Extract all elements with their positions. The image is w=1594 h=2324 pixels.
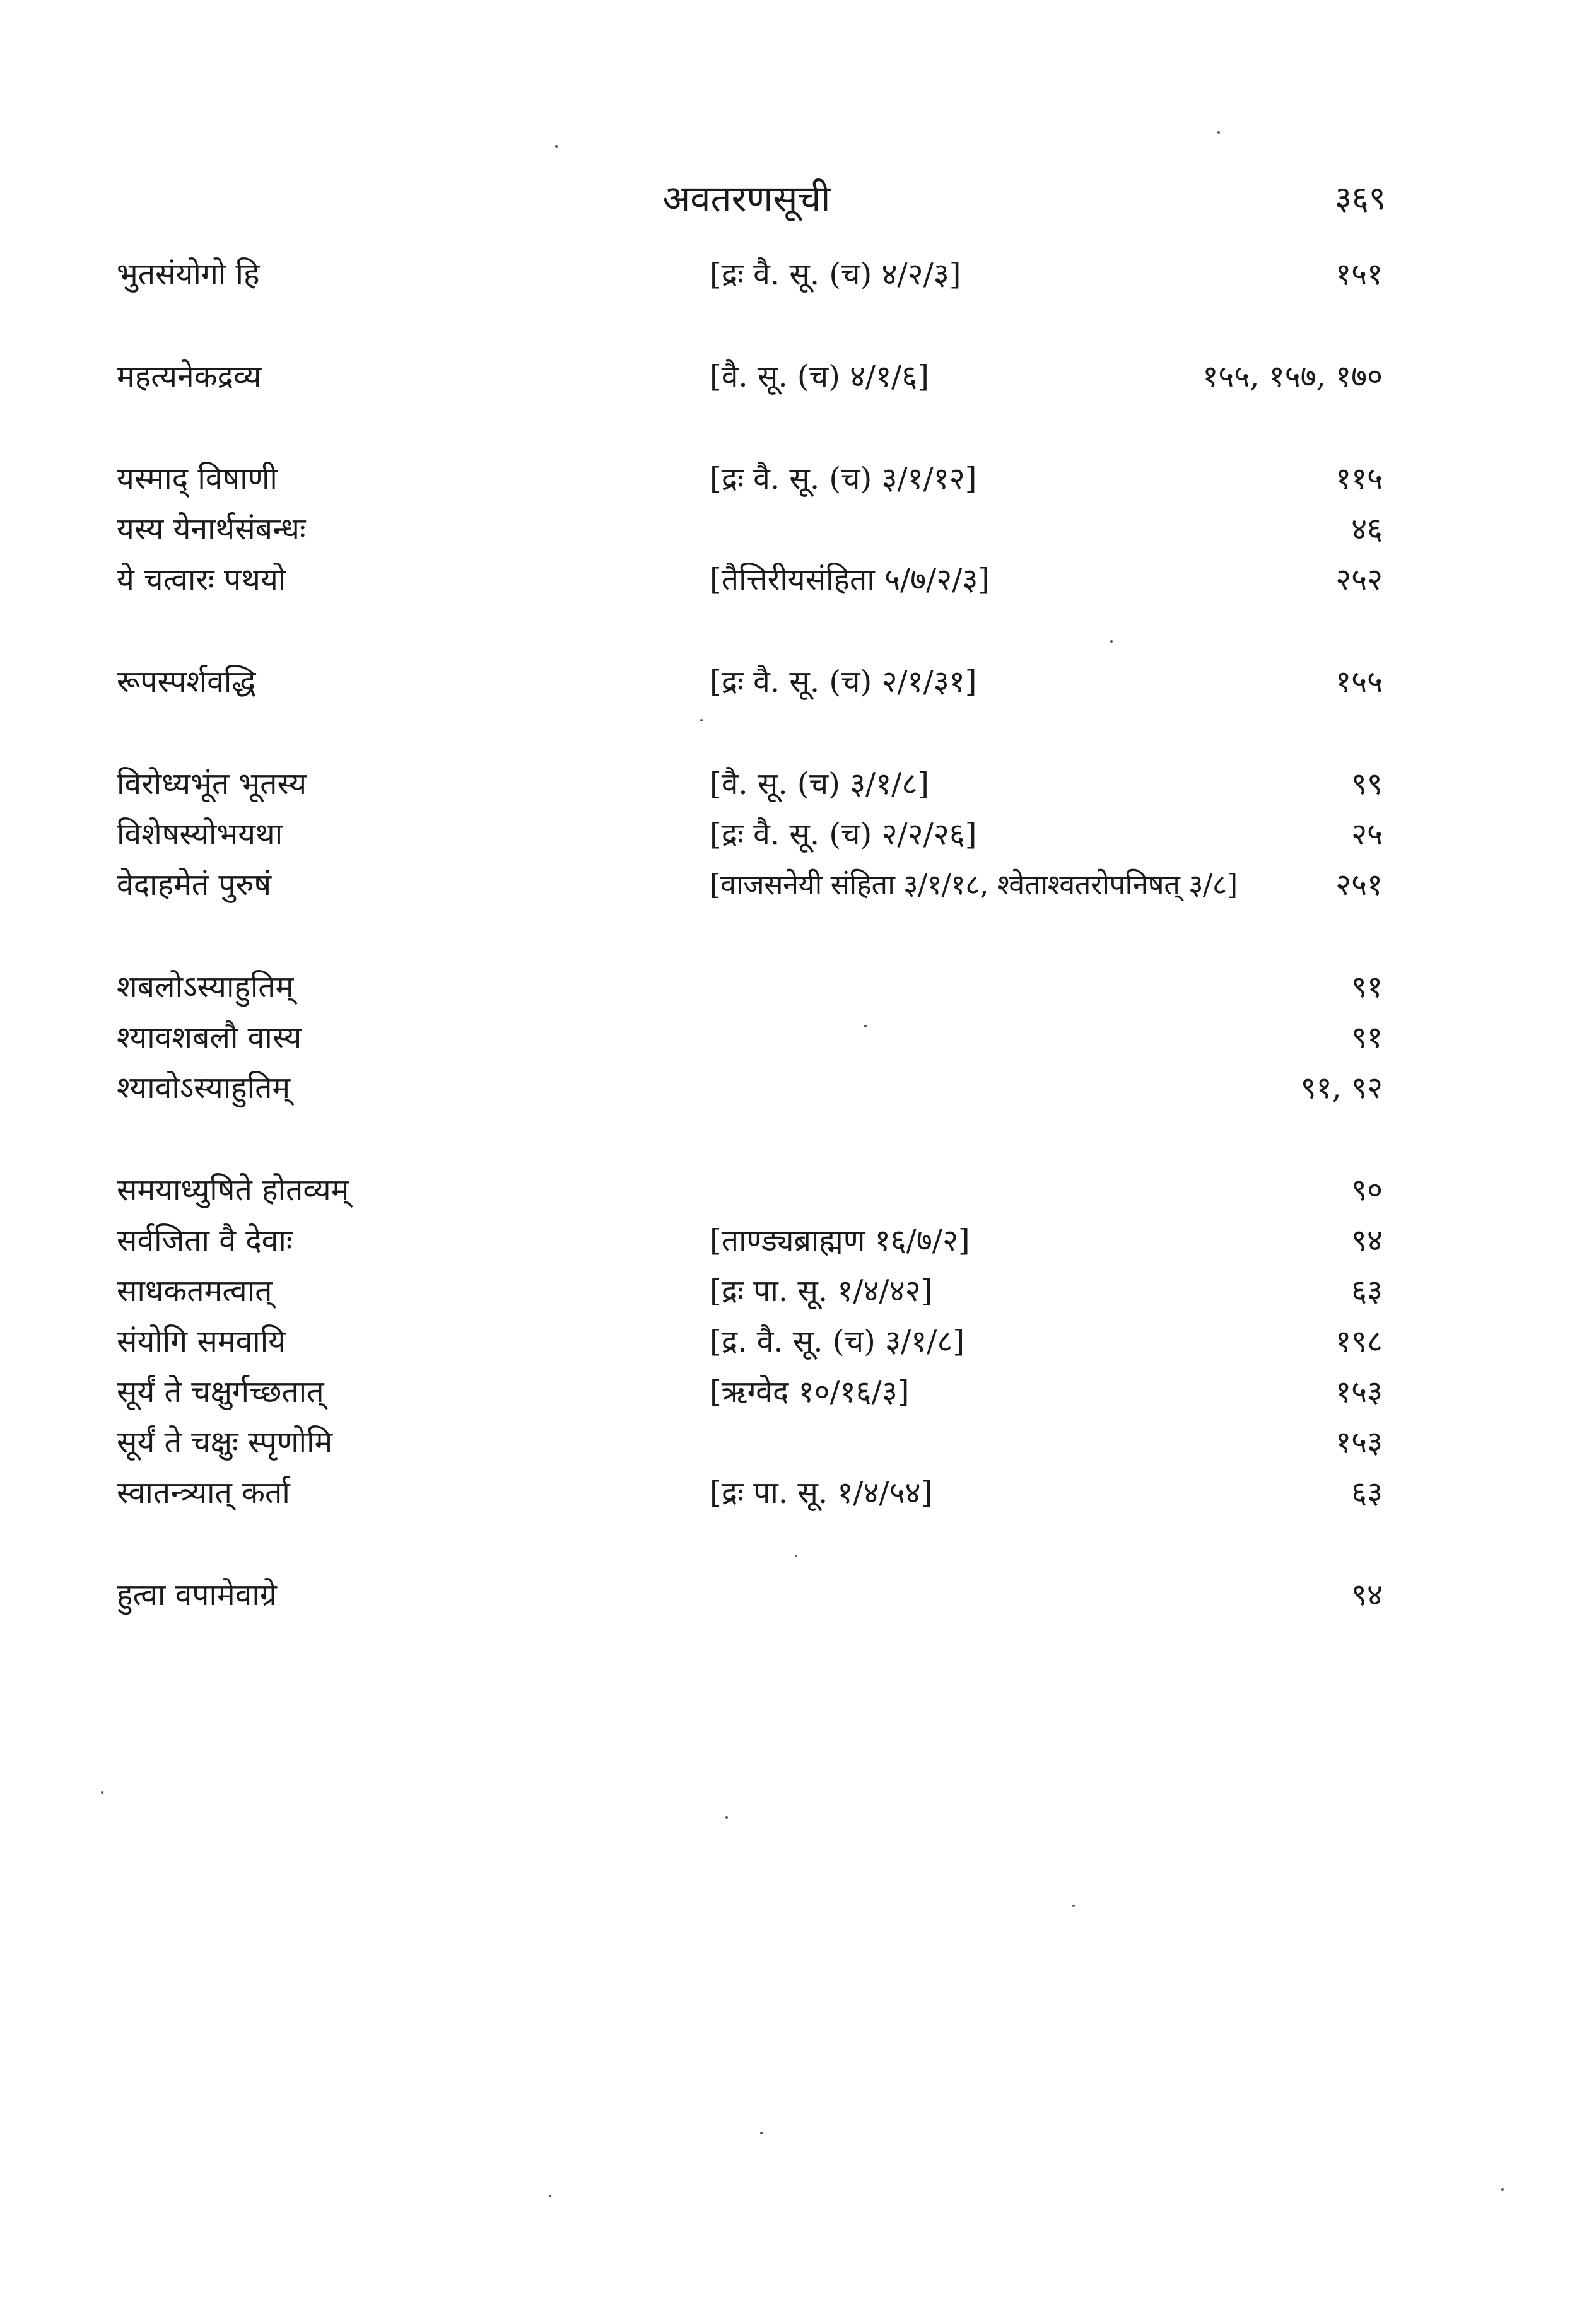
entry-term: विशेषस्योभयथा (117, 817, 283, 852)
index-group (0, 962, 1594, 1113)
entry-pages: १५५ (1335, 664, 1383, 699)
entry-pages: ९१ (1351, 969, 1383, 1005)
page-title: अवतरणसूची (662, 177, 831, 220)
index-entry (0, 1468, 1594, 1518)
entry-term: सूर्यं ते चक्षुर्गच्छतात् (117, 1374, 324, 1410)
entry-source: [द्रः वै. सू. (च) २/२/२६] (710, 817, 977, 852)
entry-pages: २५ (1351, 817, 1383, 852)
index-entry (0, 962, 1594, 1012)
entry-term: विरोध्यभूंत भूतस्य (117, 766, 307, 802)
entry-pages: १५१ (1335, 257, 1383, 292)
entry-pages: ९४ (1351, 1223, 1383, 1258)
entry-term: वेदाहमेतं पुरुषं (117, 867, 272, 902)
entry-pages: ६३ (1351, 1273, 1383, 1309)
index-entry (0, 1215, 1594, 1266)
entry-source: [द्रः वै. सू. (च) ३/१/१२] (710, 461, 977, 496)
entry-source: [वै. सू. (च) ४/१/६] (710, 359, 930, 394)
scan-speck (700, 719, 703, 721)
index-entry (0, 1012, 1594, 1063)
index-entry (0, 1063, 1594, 1113)
scan-speck (101, 1791, 103, 1794)
entry-pages: १५३ (1335, 1425, 1383, 1460)
entry-pages: ९९ (1351, 766, 1383, 802)
entry-term: श्यावोऽस्याहुतिम् (117, 1070, 291, 1106)
scan-speck (760, 2132, 763, 2134)
entry-pages: ९४ (1351, 1577, 1383, 1613)
entry-source: [द्रः वै. सू. (च) २/१/३१] (710, 664, 977, 699)
entry-term: यस्माद् विषाणी (117, 461, 278, 496)
entry-pages: १५५, १५७, १७० (1202, 359, 1383, 394)
entry-source: [वाजसनेयी संहिता ३/१/१८, श्वेताश्वतरोपनिषत् ३/८] (710, 868, 1238, 901)
entry-source: [द्रः वै. सू. (च) ४/२/३] (710, 257, 961, 292)
index-group (0, 1165, 1594, 1518)
entry-term: शबलोऽस्याहुतिम् (117, 969, 294, 1005)
entry-source: [वै. सू. (च) ३/१/८] (710, 766, 930, 802)
index-entry (0, 453, 1594, 504)
index-entry (0, 554, 1594, 605)
entry-pages: ११५ (1335, 461, 1383, 496)
index-entry (0, 249, 1594, 300)
entry-term: यस्य येनार्थसंबन्धः (117, 511, 306, 547)
quotation-index (0, 249, 1594, 1672)
entry-term: समयाध्युषिते होतव्यम् (117, 1172, 349, 1208)
scan-speck (555, 145, 558, 148)
entry-term: रूपस्पर्शवद्धि (117, 664, 256, 699)
entry-pages: ९० (1351, 1172, 1383, 1208)
entry-term: सर्वजिता वै देवाः (117, 1223, 293, 1258)
entry-pages: १९८ (1335, 1324, 1383, 1359)
index-group (0, 351, 1594, 402)
entry-term: सूर्यं ते चक्षुः स्पृणोमि (117, 1425, 333, 1460)
entry-pages: २५१ (1335, 867, 1383, 902)
index-entry (0, 1570, 1594, 1620)
index-entry (0, 860, 1594, 910)
scan-speck (1072, 1905, 1075, 1907)
entry-pages: ४६ (1351, 511, 1383, 547)
entry-pages: १५३ (1335, 1374, 1383, 1410)
index-entry (0, 1417, 1594, 1468)
entry-pages: ६३ (1351, 1475, 1383, 1510)
entry-term: श्यावशबलौ वास्य (117, 1020, 302, 1055)
entry-term: भुतसंयोगो हि (117, 257, 260, 292)
entry-source: [द्रः पा. सू. १/४/५४] (710, 1475, 933, 1510)
scan-speck (725, 1816, 728, 1819)
scan-speck (1110, 640, 1113, 643)
index-group (0, 1570, 1594, 1620)
entry-term: महत्यनेकद्रव्य (117, 359, 262, 394)
index-group (0, 453, 1594, 605)
running-header (0, 170, 1594, 227)
scan-speck (795, 1555, 797, 1557)
index-group (0, 249, 1594, 300)
entry-term: स्वातन्त्र्यात् कर्ता (117, 1475, 290, 1510)
entry-pages: २५२ (1335, 562, 1383, 597)
index-entry (0, 1367, 1594, 1417)
entry-pages: ९१, ९२ (1300, 1070, 1383, 1106)
index-entry (0, 1266, 1594, 1316)
index-group (0, 759, 1594, 910)
scan-speck (1501, 2188, 1504, 2191)
entry-pages: ९१ (1351, 1020, 1383, 1055)
index-entry (0, 1165, 1594, 1215)
entry-source: [द्रः पा. सू. १/४/४२] (710, 1273, 933, 1309)
index-entry (0, 351, 1594, 402)
index-entry (0, 809, 1594, 860)
index-entry (0, 759, 1594, 809)
scan-speck (549, 2195, 551, 2197)
entry-source: [द्र. वै. सू. (च) ३/१/८] (710, 1324, 965, 1359)
index-entry (0, 657, 1594, 707)
scan-speck (1217, 131, 1220, 134)
index-entry (0, 504, 1594, 554)
index-group (0, 657, 1594, 707)
entry-source: [ताण्ड्यब्राह्मण १६/७/२] (710, 1223, 970, 1258)
entry-term: ये चत्वारः पथयो (117, 562, 286, 597)
entry-source: [ऋग्वेद १०/१६/३] (710, 1374, 910, 1410)
index-entry (0, 1316, 1594, 1367)
scan-speck (864, 1025, 867, 1027)
entry-term: साधकतमत्वात् (117, 1273, 273, 1309)
entry-term: हुत्वा वपामेवाग्रे (117, 1577, 277, 1613)
page-number: ३६९ (1334, 180, 1386, 218)
entry-source: [तैत्तिरीयसंहिता ५/७/२/३] (710, 562, 990, 597)
entry-term: संयोगि समवायि (117, 1324, 286, 1359)
